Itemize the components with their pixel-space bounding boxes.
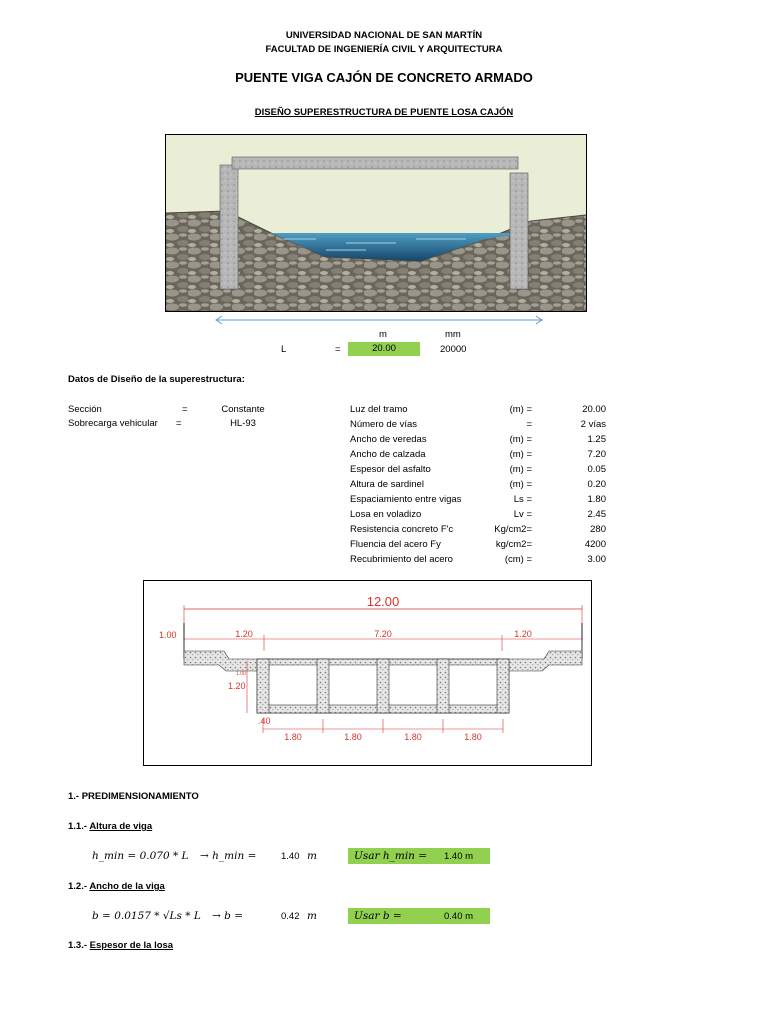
- formula-b: b = 0.0157 * √Ls * L: [92, 910, 201, 922]
- design-right-value: 3.00: [587, 554, 606, 565]
- unit-b: m: [307, 910, 317, 922]
- design-right-label: Ancho de calzada: [350, 449, 426, 460]
- use-b-label: Usar b =: [354, 910, 402, 922]
- design-right-unit: (m) =: [509, 479, 532, 490]
- design-right-value: 20.00: [582, 404, 606, 415]
- cross-section-svg: [144, 581, 591, 765]
- subsection-number: 1.3.-: [68, 940, 88, 951]
- unit-mm: mm: [445, 329, 461, 340]
- subsection-1-1: [68, 821, 152, 832]
- design-right-label: Losa en voladizo: [350, 509, 422, 520]
- page-title: PUENTE VIGA CAJÓN DE CONCRETO ARMADO: [235, 70, 533, 85]
- design-right-label: Luz del tramo: [350, 404, 408, 415]
- subsection-number: 1.1.-: [68, 821, 88, 832]
- subsection-title: Espesor de la losa: [89, 940, 174, 951]
- design-right-unit: (m) =: [509, 404, 532, 415]
- arrow-b: → b =: [212, 910, 243, 922]
- use-hmin-box: [348, 848, 490, 864]
- span-arrow: [214, 314, 544, 326]
- design-left-value: Constante: [221, 404, 265, 415]
- dim-small: 1.00: [236, 671, 246, 677]
- university-name: UNIVERSIDAD NACIONAL DE SAN MARTÍN: [285, 30, 483, 41]
- dim-right-walk: 1.20: [514, 629, 532, 639]
- design-right-unit: (m) =: [509, 434, 532, 445]
- subsection-title: Altura de viga: [89, 821, 153, 832]
- design-right-label: Espaciamiento entre vigas: [350, 494, 462, 505]
- design-right-label: Altura de sardinel: [350, 479, 424, 490]
- dim-total-width: 12.00: [366, 594, 400, 609]
- design-right-label: Recubrimiento del acero: [350, 554, 453, 565]
- subsection-number: 1.2.-: [68, 881, 88, 892]
- bridge-drawing: [166, 135, 586, 311]
- use-hmin-label: Usar h_min =: [354, 850, 428, 862]
- design-right-value: 2 vías: [580, 419, 606, 430]
- design-right-unit: =: [526, 419, 532, 430]
- design-right-value: 1.25: [587, 434, 606, 445]
- use-hmin-value: 1.40 m: [444, 851, 474, 862]
- dim-spacing: 1.80: [344, 732, 362, 742]
- design-right-value: 2.45: [587, 509, 606, 520]
- dim-roadway: 7.20: [374, 629, 392, 639]
- design-right-label: Resistencia concreto F'c: [350, 524, 454, 535]
- design-right-unit: Ls =: [513, 494, 532, 505]
- design-right-label: Ancho de veredas: [350, 434, 427, 445]
- faculty-name: FACULTAD DE INGENIERÍA CIVIL Y ARQUITECTURA: [265, 44, 503, 55]
- design-left-label: Sobrecarga vehicular: [68, 418, 158, 429]
- formula-hmin: h_min = 0.070 * L: [92, 850, 189, 862]
- span-label: L: [281, 344, 287, 355]
- use-b-value: 0.40 m: [444, 911, 474, 922]
- design-right-unit: Kg/cm2=: [494, 524, 532, 535]
- design-right-label: Número de vías: [350, 419, 418, 430]
- span-value-m: 20.00: [348, 342, 420, 356]
- design-right-unit: (cm) =: [504, 554, 532, 565]
- design-left-value: HL-93: [230, 418, 256, 429]
- dim-depth: 1.20: [228, 681, 246, 691]
- design-data-heading: Datos de Diseño de la superestructura:: [68, 374, 245, 385]
- design-right-unit: (m) =: [509, 464, 532, 475]
- design-right-value: 1.80: [587, 494, 606, 505]
- design-right-value: 0.20: [587, 479, 606, 490]
- subsection-1-3: [68, 940, 173, 951]
- use-b-box: [348, 908, 490, 924]
- design-right-value: 280: [590, 524, 606, 535]
- design-right-unit: (m) =: [509, 449, 532, 460]
- value-b: 0.42: [281, 911, 300, 922]
- value-hmin: 1.40: [281, 851, 300, 862]
- cross-section-drawing: [143, 580, 592, 766]
- design-right-value: 0.05: [587, 464, 606, 475]
- dim-spacing: 1.80: [284, 732, 302, 742]
- design-left-eq: =: [176, 418, 182, 429]
- dim-left-walk: 1.20: [235, 629, 253, 639]
- design-right-unit: kg/cm2=: [495, 539, 532, 550]
- span-eq: =: [335, 344, 341, 355]
- dim-rail-height: 1.00: [159, 630, 177, 640]
- subsection-1-2: [68, 881, 165, 892]
- page-subtitle: DISEÑO SUPERESTRUCTURA DE PUENTE LOSA CAJÓN: [254, 107, 514, 118]
- design-right-value: 4200: [584, 539, 606, 550]
- bridge-illustration: [165, 134, 587, 312]
- span-value-mm: 20000: [440, 344, 467, 355]
- design-left-label: Sección: [68, 404, 102, 415]
- design-right-unit: Lv =: [513, 509, 532, 520]
- dim-bottom-left: .40: [258, 716, 271, 726]
- arrow-hmin: → h_min =: [200, 850, 257, 862]
- unit-m: m: [379, 329, 387, 340]
- design-left-eq: =: [182, 404, 188, 415]
- unit-hmin: m: [307, 850, 317, 862]
- subsection-title: Ancho de la viga: [89, 881, 165, 892]
- design-right-label: Espesor del asfalto: [350, 464, 431, 475]
- dim-spacing: 1.80: [404, 732, 422, 742]
- design-right-label: Fluencia del acero Fy: [350, 539, 441, 550]
- section-heading-predim: 1.- PREDIMENSIONAMIENTO: [68, 791, 199, 802]
- dim-spacing: 1.80: [464, 732, 482, 742]
- design-right-value: 7.20: [587, 449, 606, 460]
